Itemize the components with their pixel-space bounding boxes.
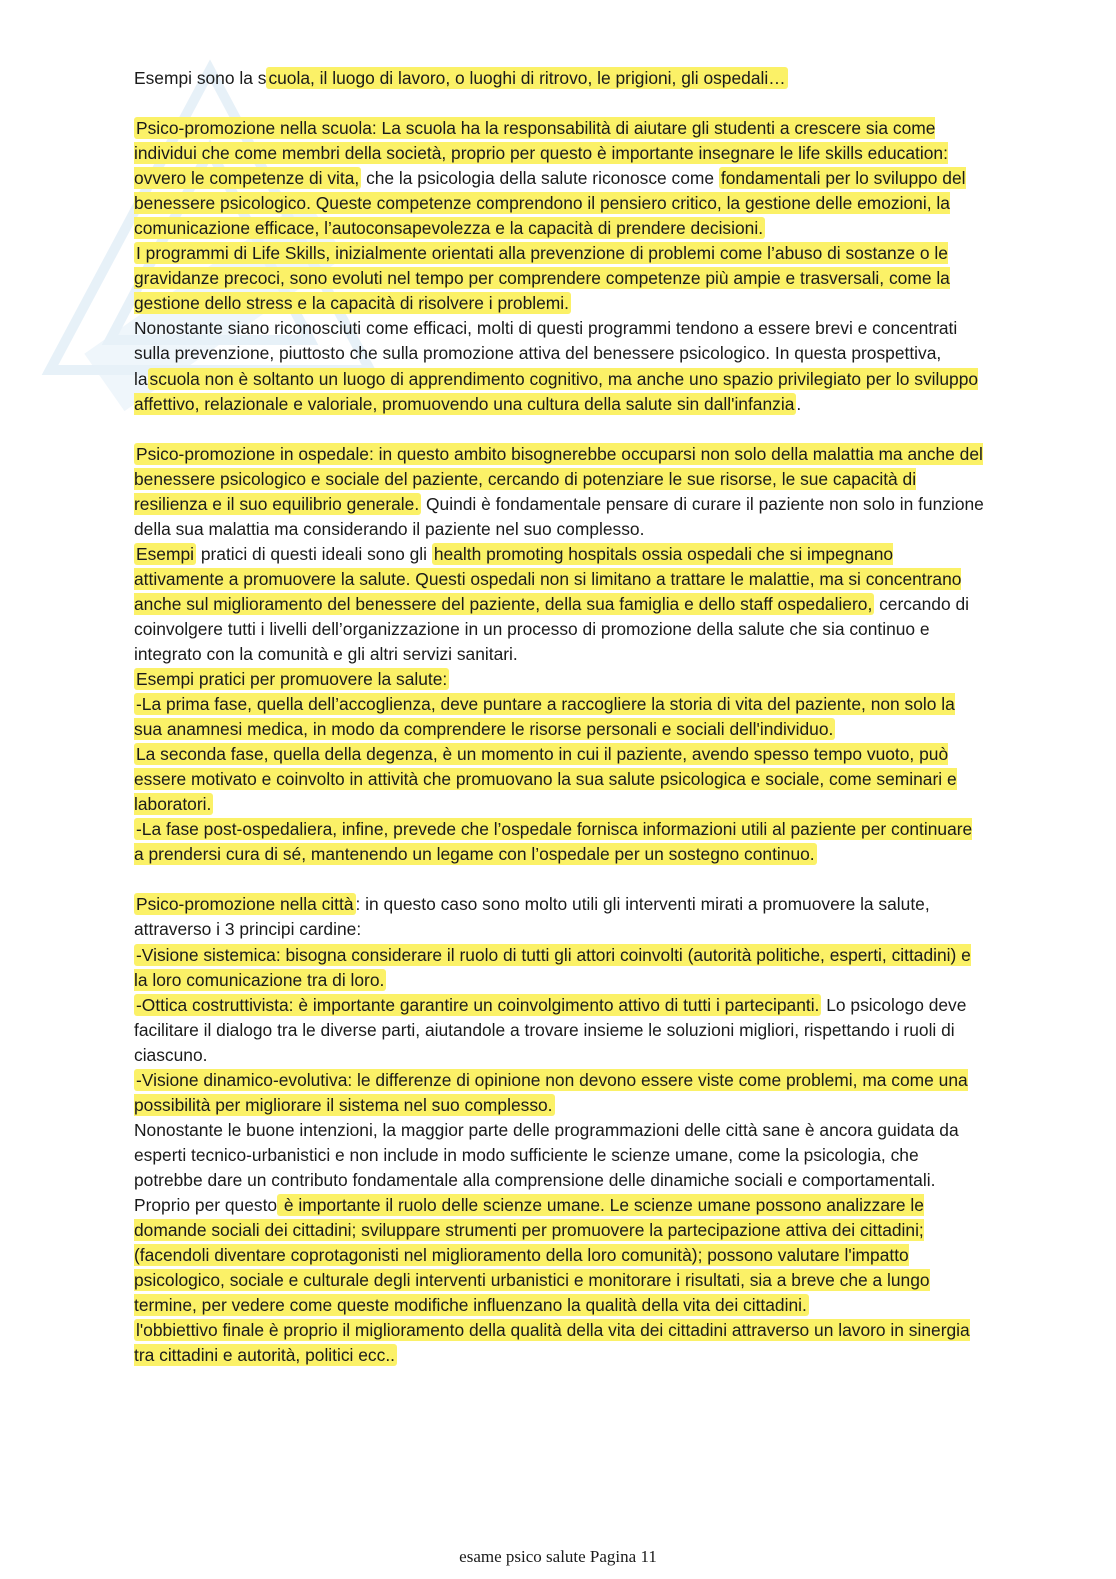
city-paragraph-1: Psico-promozione nella città : in questo caso sono molto utili gli interventi mirati a promuovere la salute, attraverso i 3 principi cardine: bbox=[134, 894, 930, 940]
city-paragraph-3: -Ottica costruttivista: è importante garantire un coinvolgimento attivo di tutti i partecipanti. Lo psicologo deve facilitare il dialogo tra le diverse parti, aiutandole a trovare insieme le soluzioni migliori, rispettando i ruoli di ciascuno. bbox=[134, 994, 967, 1065]
school-paragraph-3: Nonostante siano riconosciuti come efficaci, molti di questi programmi tendono a essere brevi e concentrati sulla prevenzione, piuttosto che sulla promozione attiva del benessere psicologico. In questa prospettiva, la scuola non è soltanto un luogo di apprendimento cognitivo, ma anche uno spazio privilegiato per lo sviluppo affettivo, relazionale e valoriale, promuovendo una cultura della salute sin dall'infanzia . bbox=[134, 318, 979, 414]
school-paragraph-2: I programmi di Life Skills, inizialmente orientati alla prevenzione di problemi come l’abuso di sostanze o le gravidanze precoci, sono evoluti nel tempo per comprendere competenze più ampie e trasversali, come la gestione dello stress e la capacità di risolvere i problemi. bbox=[134, 243, 950, 314]
hospital-paragraph-2: Esempi pratici di questi ideali sono gli health promoting hospitals ossia ospedali che si impegnano attivamente a promuovere la salute. Questi ospedali non si limitano a trattare le malattie, ma si concentrano anche sul miglioramento del benessere del paziente, della sua famiglia e dello staff ospedaliero, cercando di coinvolgere tutti i livelli dell’organizzazione in un processo di promozione della salute che sia continuo e integrato con la comunità e gli altri servizi sanitari. bbox=[134, 543, 970, 664]
city-paragraph-6: Proprio per questo è importante il ruolo delle scienze umane. Le scienze umane possono analizzare le domande sociali dei cittadini; sviluppare strumenti per promuovere la partecipazione attiva dei cittadini; (facendoli diventare coprotagonisti nel miglioramento della loro comunità); possono valutare l'impatto psicologico, sociale e culturale degli interventi urbanistici e monitorare i risultati, sia a breve che a lungo termine, per vedere come queste modifiche influenzano la qualità della vita dei cittadini. bbox=[134, 1194, 930, 1316]
intro-paragraph: Esempi sono la s cuola, il luogo di lavoro, o luoghi di ritrovo, le prigioni, gli ospedali… bbox=[134, 68, 786, 88]
hospital-paragraph-1: Psico-promozione in ospedale: in questo ambito bisognerebbe occuparsi non solo della malattia ma anche del benessere psicologico e sociale del paziente, cercando di potenziare le sue risorse, le sue capacità di resilienza e il suo equilibrio generale. Quindi è fondamentale pensare di curare il paziente non solo in funzione della sua malattia ma considerando il paziente nel suo complesso. bbox=[134, 443, 984, 539]
school-paragraph-1: Psico-promozione nella scuola: La scuola ha la responsabilità di aiutare gli studenti a crescere sia come individui che come membri della società, proprio per questo è importante insegnare le life skills education: ovvero le competenze di vita, che la psicologia della salute riconosce come fondamentali per lo sviluppo del benessere psicologico. Queste competenze comprendono il pensiero critico, la gestione delle emozioni, la comunicazione efficace, l’autoconsapevolezza e la capacità di prendere decisioni. bbox=[134, 118, 966, 239]
city-paragraph-7: l'obbiettivo finale è proprio il miglioramento della qualità della vita dei cittadini attraverso un lavoro in sinergia tra cittadini e autorità, politici ecc.. bbox=[134, 1320, 970, 1366]
document-body bbox=[134, 66, 984, 1368]
city-paragraph-5: Nonostante le buone intenzioni, la maggior parte delle programmazioni delle città sane è ancora guidata da esperti tecnico-urbanistici e non include in modo sufficiente le scienze umane, come la psicologia, che potrebbe dare un contributo fondamentale alla comprensione delle dinamiche sociali e comportamentali. bbox=[134, 1119, 959, 1190]
city-paragraph-2: -Visione sistemica: bisogna considerare il ruolo di tutti gli attori coinvolti (autorità politiche, esperti, cittadini) e la loro comunicazione tra di loro. bbox=[134, 944, 971, 990]
hospital-paragraph-5: La seconda fase, quella della degenza, è un momento in cui il paziente, avendo spesso tempo vuoto, può essere motivato e coinvolto in attività che promuovano la sua salute psicologica e sociale, come seminari e laboratori. bbox=[134, 744, 957, 815]
hospital-paragraph-3: Esempi pratici per promuovere la salute: bbox=[136, 669, 448, 690]
city-paragraph-4: -Visione dinamico-evolutiva: le differenze di opinione non devono essere viste come problemi, ma come una possibilità per migliorare il sistema nel suo complesso. bbox=[134, 1069, 968, 1115]
hospital-paragraph-4: -La prima fase, quella dell’accoglienza, deve puntare a raccogliere la storia di vita del paziente, non solo la sua anamnesi medica, in modo da comprendere le risorse personali e sociali dell'individuo. bbox=[134, 694, 955, 740]
hospital-paragraph-6: -La fase post-ospedaliera, infine, prevede che l’ospedale fornisca informazioni utili al paziente per continuare a prendersi cura di sé, mantenendo un legame con l’ospedale per un sostegno continuo. bbox=[134, 819, 973, 865]
page-footer: esame psico salute Pagina 11 bbox=[459, 1547, 657, 1566]
